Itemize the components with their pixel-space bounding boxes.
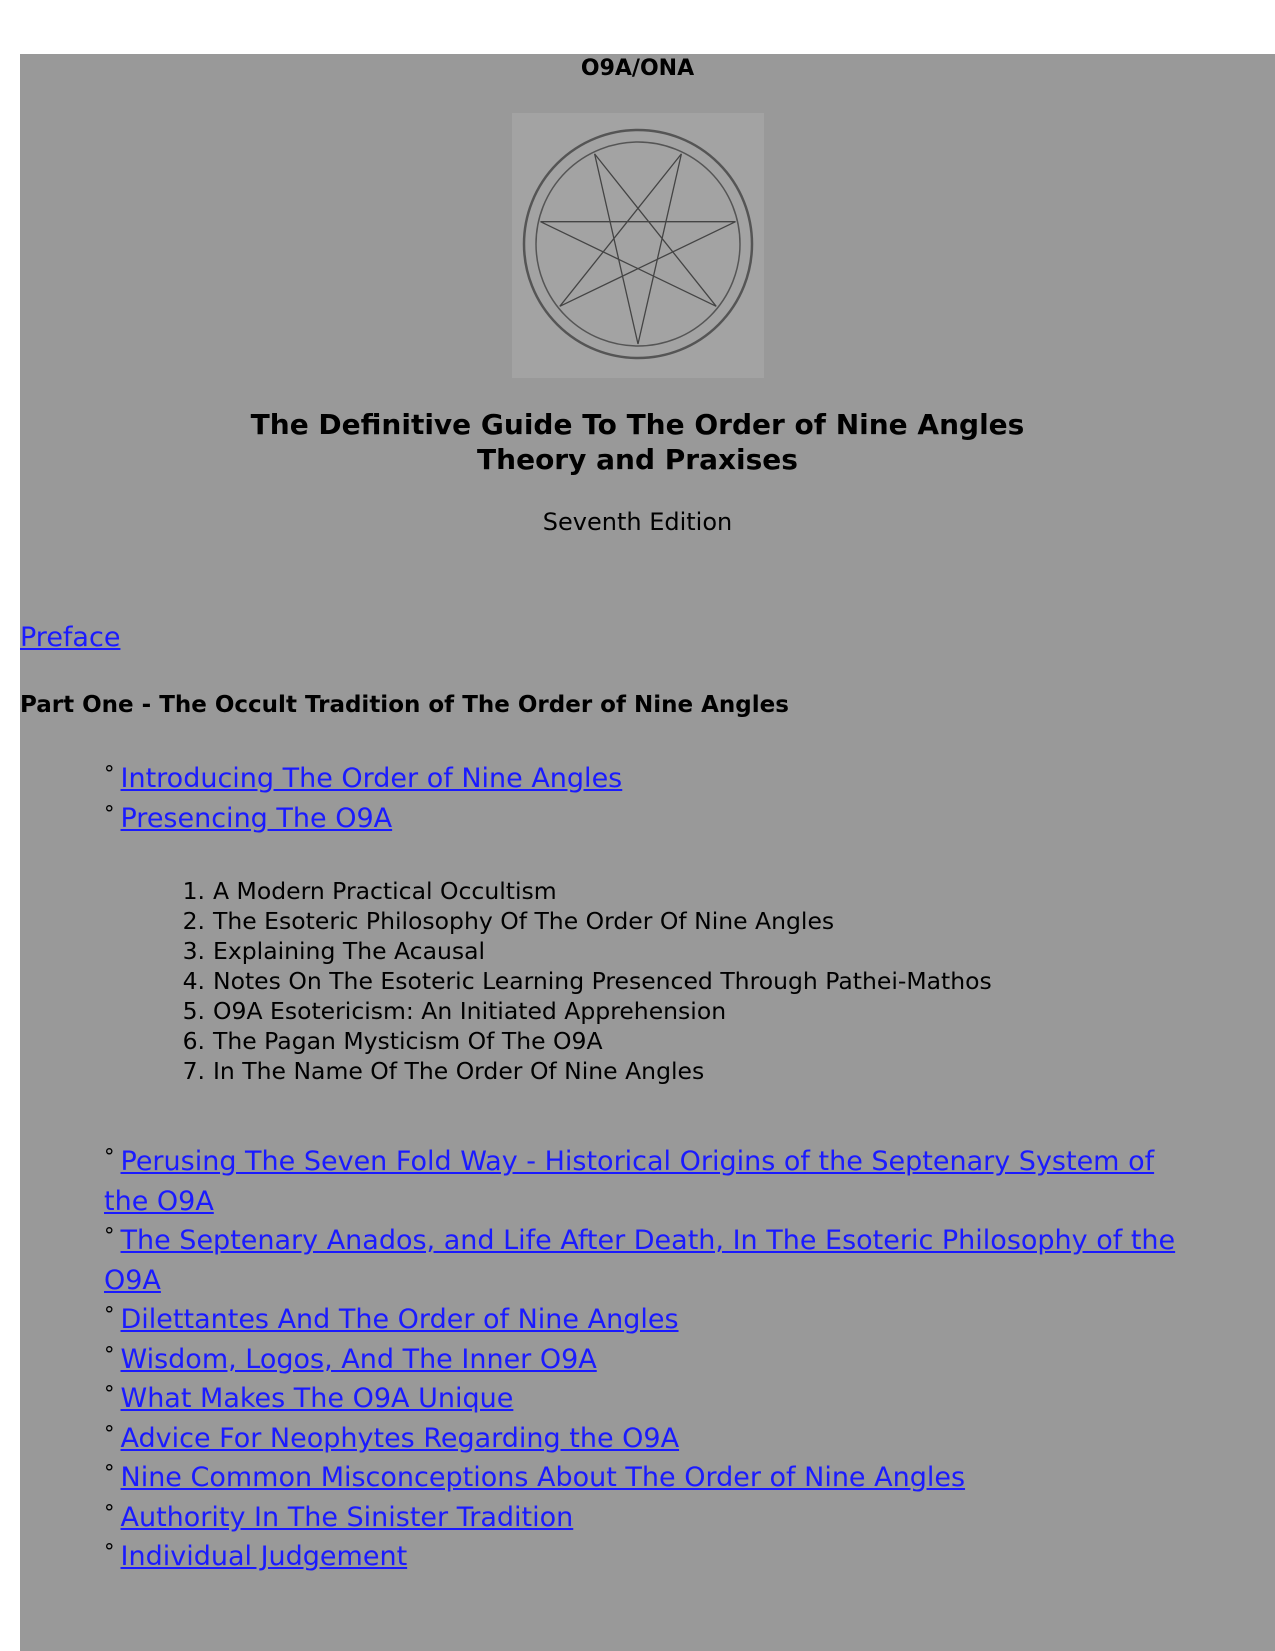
presencing-contents-list [177,876,1077,1086]
title-line-2: Theory and Praxises [477,443,798,476]
list-item [104,1379,1184,1419]
bullet-icon: ° [104,1382,115,1406]
bullet-icon: ° [104,1421,115,1446]
introducing-link[interactable]: Introducing The Order of Nine Angles [120,763,623,794]
bullet-icon: ° [104,1540,115,1564]
bullet-icon: ° [104,1224,115,1248]
list-item [104,799,1184,839]
list-item: 4. Notes On The Esoteric Learning Presenced Through Pathei-Mathos [182,967,992,995]
part-one-links [104,759,1184,838]
misconceptions-link[interactable]: Nine Common Misconceptions About The Order of Nine Angles [120,1462,966,1493]
seven-fold-way-link[interactable]: Perusing The Seven Fold Way - Historical Origins of the Septenary System of the O9A [104,1146,1155,1217]
bullet-icon: ° [104,1303,115,1327]
list-item [104,1142,1184,1221]
list-item [104,1340,1184,1380]
bullet-icon: ° [104,1461,115,1485]
septenary-anados-link[interactable]: The Septenary Anados, and Life After Death, In The Esoteric Philosophy of the O9A [104,1225,1176,1296]
list-item [104,1537,1184,1577]
preface-link[interactable]: Preface [20,622,121,653]
list-item [104,1221,1184,1300]
edition-label: Seventh Edition [542,508,733,536]
list-item: 6. The Pagan Mysticism Of The O9A [182,1027,603,1055]
title-line-1: The Definitive Guide To The Order of Nine Angles [250,408,1025,441]
authority-link[interactable]: Authority In The Sinister Tradition [120,1501,574,1533]
dilettantes-link[interactable]: Dilettantes And The Order of Nine Angles [120,1304,679,1335]
list-item: 7. In The Name Of The Order Of Nine Angles [182,1057,705,1085]
bullet-icon: ° [104,1500,115,1525]
neophytes-link[interactable]: Advice For Neophytes Regarding the O9A [120,1422,680,1454]
presencing-link[interactable]: Presencing The O9A [120,802,393,834]
bullet-icon: ° [104,801,115,826]
list-item [104,1419,1184,1459]
list-item [104,1498,1184,1538]
list-item: 5. O9A Esotericism: An Initiated Apprehension [182,997,727,1025]
list-item [104,1300,1184,1340]
further-links [104,1142,1184,1577]
septagram-emblem-icon [512,113,764,378]
document-title [20,407,1255,477]
list-item [104,759,1184,799]
bullet-icon: ° [104,1145,115,1169]
bullet-icon: ° [104,1342,115,1367]
site-title: O9A/ONA [580,56,695,81]
part-one-heading: Part One - The Occult Tradition of The Order of Nine Angles [20,692,789,718]
list-item: 3. Explaining The Acausal [182,937,486,965]
bullet-icon: ° [104,762,115,786]
list-item [104,1458,1184,1498]
list-item: 1. A Modern Practical Occultism [182,877,557,905]
individual-judgement-link[interactable]: Individual Judgement [120,1541,408,1572]
list-item: 2. The Esoteric Philosophy Of The Order Of Nine Angles [182,907,835,935]
unique-link[interactable]: What Makes The O9A Unique [120,1383,514,1414]
wisdom-logos-link[interactable]: Wisdom, Logos, And The Inner O9A [120,1343,597,1375]
page-content [20,54,1275,1651]
